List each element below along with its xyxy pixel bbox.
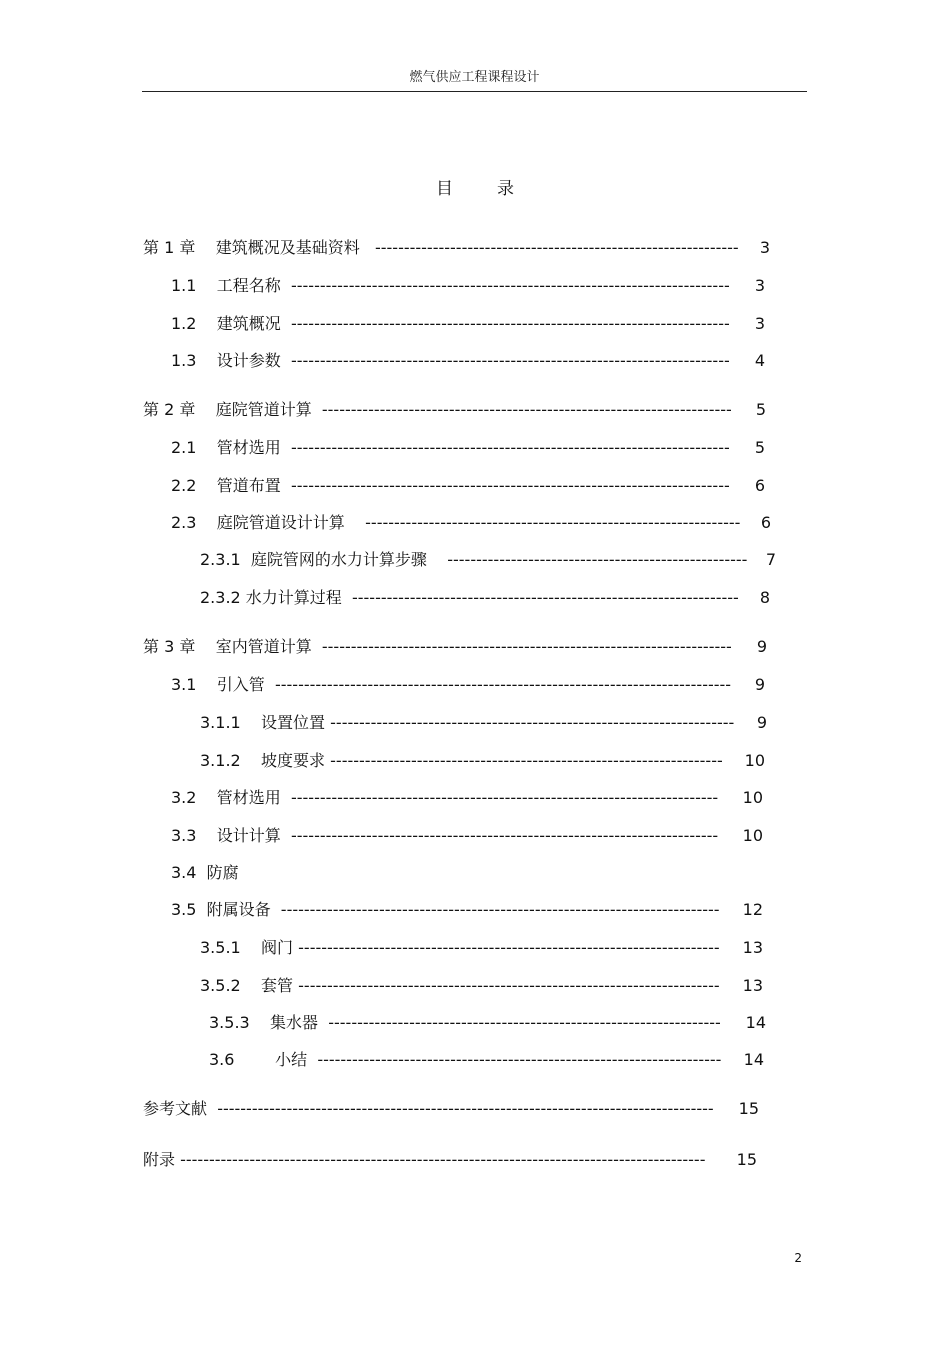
toc-entry-3-1[interactable] [171, 674, 765, 696]
toc-entry-page: 6 [754, 476, 765, 495]
toc-entry-label: 3.1 引入管 [171, 675, 275, 694]
toc-entry-page: 5 [754, 438, 765, 457]
toc-entry-label: 3.4 防腐 [171, 863, 239, 882]
toc-entry-label: 3.5.2 套管 [200, 976, 299, 995]
toc-leader-dots: ---------------------------------------------------- [447, 550, 748, 569]
toc-entry-label: 参考文献 [143, 1099, 218, 1118]
toc-entry-label: 3.5.1 阀门 [200, 938, 299, 957]
toc-entry-page: 7 [765, 550, 776, 569]
toc-entry-1-1[interactable] [171, 275, 765, 297]
toc-entry-page: 8 [759, 588, 770, 607]
toc-leader-dots: ---------------------------------------------------------------------- [317, 1050, 722, 1069]
toc-entry-2-3[interactable] [171, 512, 771, 534]
toc-leader-dots: ---------------------------------------------------------------------------- [290, 314, 730, 333]
toc-entry-3-1-1[interactable] [200, 712, 767, 734]
toc-entry-3-4[interactable] [171, 862, 371, 884]
toc-entry-label: 第 1 章 建筑概况及基础资料 [143, 238, 375, 257]
toc-leader-dots: ---------------------------------------------------------------------------- [290, 276, 730, 295]
toc-entry-2-2[interactable] [171, 475, 765, 497]
toc-entry-page: 3 [754, 314, 765, 333]
toc-entry-page: 6 [760, 513, 771, 532]
toc-entry-appendix[interactable] [143, 1149, 757, 1171]
toc-entry-label: 1.3 设计参数 [171, 351, 291, 370]
toc-entry-3-5[interactable] [171, 899, 763, 921]
toc-leader-dots: ------------------------------------------------------------------------------- [274, 675, 732, 694]
toc-entry-chapter-1[interactable] [143, 237, 770, 259]
toc-entry-3-6[interactable] [209, 1049, 764, 1071]
toc-leader-dots: ---------------------------------------------------------------------------- [280, 900, 720, 919]
toc-leader-dots: ----------------------------------------------------------------------- [321, 637, 732, 656]
toc-entry-1-2[interactable] [171, 313, 765, 335]
toc-entry-chapter-3[interactable] [143, 636, 767, 658]
toc-entry-label: 3.1.2 坡度要求 [200, 751, 331, 770]
toc-entry-3-1-2[interactable] [200, 750, 765, 772]
toc-leader-dots: ---------------------------------------------------------------------- [330, 713, 735, 732]
toc-entry-page: 4 [754, 351, 765, 370]
toc-entry-label: 3.1.1 设置位置 [200, 713, 331, 732]
toc-entry-page: 10 [742, 788, 763, 807]
toc-entry-label: 2.3 庭院管道设计计算 [171, 513, 366, 532]
toc-entry-3-2[interactable] [171, 787, 763, 809]
toc-entry-label: 1.1 工程名称 [171, 276, 291, 295]
page-number: 2 [794, 1251, 802, 1265]
toc-entry-page: 9 [754, 675, 765, 694]
toc-entry-label: 2.2 管道布置 [171, 476, 291, 495]
toc-entry-page: 14 [745, 1013, 766, 1032]
toc-entry-page: 9 [756, 713, 767, 732]
toc-entry-page: 15 [738, 1099, 759, 1118]
toc-entry-label: 2.1 管材选用 [171, 438, 291, 457]
toc-leader-dots: ------------------------------------------------------------------------- [298, 938, 720, 957]
toc-entry-chapter-2[interactable] [143, 399, 766, 421]
toc-leader-dots: ---------------------------------------------------------------------------- [290, 476, 730, 495]
toc-leader-dots: ----------------------------------------------------------------- [365, 513, 741, 532]
toc-leader-dots: -------------------------------------------------------------------------- [290, 788, 719, 807]
toc-entry-page: 10 [742, 826, 763, 845]
toc-entry-label: 附录 [143, 1150, 181, 1169]
toc-entry-label: 3.3 设计计算 [171, 826, 291, 845]
toc-entry-2-3-1[interactable] [200, 549, 776, 571]
toc-leader-dots: -------------------------------------------------------------------- [328, 1013, 721, 1032]
toc-leader-dots: ---------------------------------------------------------------------------- [290, 438, 730, 457]
toc-entry-page: 15 [736, 1150, 757, 1169]
toc-entry-page: 12 [742, 900, 763, 919]
toc-title [0, 174, 950, 199]
toc-entry-label: 第 3 章 室内管道计算 [143, 637, 322, 656]
toc-entry-label: 2.3.1 庭院管网的水力计算步骤 [200, 550, 448, 569]
running-header: 燃气供应工程课程设计 [409, 70, 540, 85]
toc-entry-references[interactable] [143, 1098, 759, 1120]
toc-entry-3-5-3[interactable] [209, 1012, 766, 1034]
toc-leader-dots: --------------------------------------------------------------- [374, 238, 739, 257]
toc-entry-page: 14 [743, 1050, 764, 1069]
header-rule [142, 91, 807, 92]
toc-title-right: 录 [497, 179, 514, 199]
toc-entry-2-3-2[interactable] [200, 587, 770, 609]
toc-entry-page: 10 [744, 751, 765, 770]
toc-entry-1-3[interactable] [171, 350, 765, 372]
toc-leader-dots: -------------------------------------------------------------------------- [290, 826, 719, 845]
toc-leader-dots: ------------------------------------------------------------------------------------------- [180, 1150, 706, 1169]
toc-entry-3-5-1[interactable] [200, 937, 763, 959]
toc-entry-3-3[interactable] [171, 825, 763, 847]
toc-leader-dots: -------------------------------------------------------------------- [330, 751, 723, 770]
toc-leader-dots: -------------------------------------------------------------------------------------- [217, 1099, 714, 1118]
toc-leader-dots: ---------------------------------------------------------------------------- [290, 351, 730, 370]
toc-entry-3-5-2[interactable] [200, 975, 763, 997]
toc-entry-label: 3.2 管材选用 [171, 788, 291, 807]
toc-entry-label: 1.2 建筑概况 [171, 314, 291, 333]
toc-entry-page: 9 [756, 637, 767, 656]
toc-entry-label: 3.5 附属设备 [171, 900, 281, 919]
toc-leader-dots: ----------------------------------------------------------------------- [321, 400, 732, 419]
toc-entry-page: 13 [742, 976, 763, 995]
toc-entry-page: 13 [742, 938, 763, 957]
toc-leader-dots: ------------------------------------------------------------------- [351, 588, 739, 607]
toc-entry-page: 3 [759, 238, 770, 257]
toc-entry-page: 5 [755, 400, 766, 419]
toc-entry-label: 3.6 小结 [209, 1050, 318, 1069]
toc-entry-label: 3.5.3 集水器 [209, 1013, 329, 1032]
toc-entry-page: 3 [754, 276, 765, 295]
toc-leader-dots: ------------------------------------------------------------------------- [298, 976, 720, 995]
toc-entry-2-1[interactable] [171, 437, 765, 459]
toc-title-left: 目 [436, 179, 453, 199]
toc-entry-label: 第 2 章 庭院管道计算 [143, 400, 322, 419]
toc-entry-label: 2.3.2 水力计算过程 [200, 588, 352, 607]
